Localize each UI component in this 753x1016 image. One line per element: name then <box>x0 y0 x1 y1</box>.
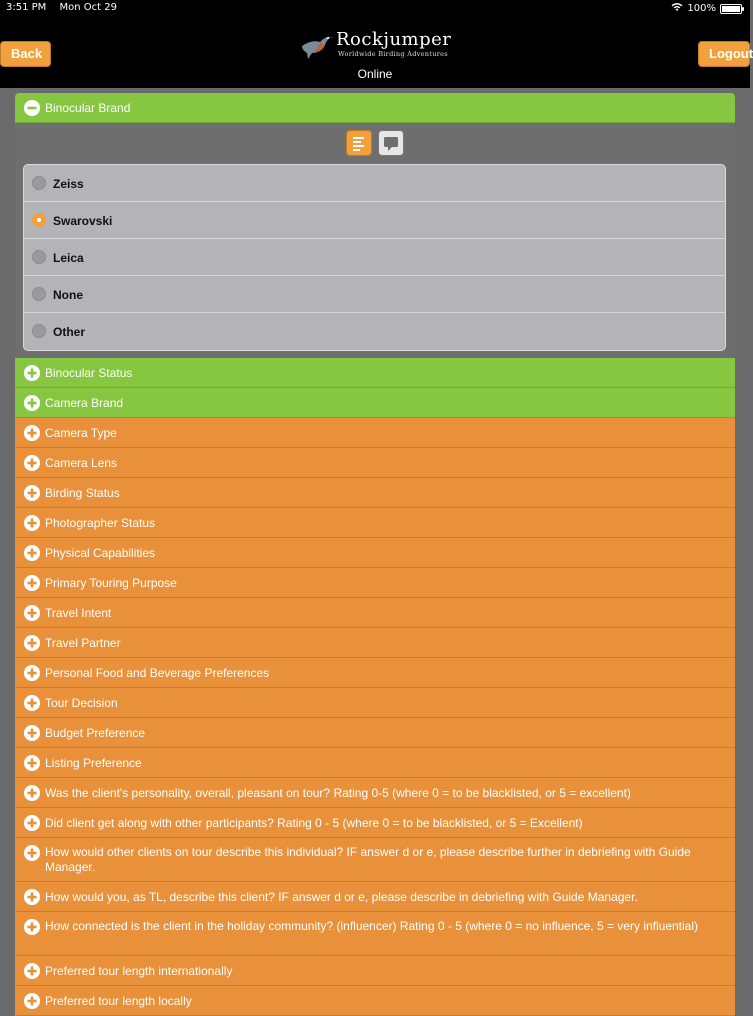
list-view-button[interactable] <box>346 130 372 156</box>
logout-button[interactable]: Logout <box>698 41 750 67</box>
section-title: Travel Intent <box>45 606 112 620</box>
section-title: Camera Type <box>45 426 117 440</box>
plus-circle-icon <box>24 845 40 861</box>
section-title: How would other clients on tour describe this individual? IF answer d or e, please describe further in debriefing with Guide Manager. <box>45 845 691 874</box>
back-button[interactable]: Back <box>0 41 51 67</box>
connection-status: Online <box>357 67 393 81</box>
plus-circle-icon <box>24 815 40 831</box>
plus-circle-icon <box>24 993 40 1009</box>
minus-circle-icon <box>24 100 40 116</box>
section-header-binocular-brand[interactable] <box>15 93 735 123</box>
questionnaire-accordion <box>15 93 735 1016</box>
radio-unselected-icon[interactable] <box>32 250 46 264</box>
section-header[interactable] <box>15 718 735 748</box>
section-header[interactable] <box>15 956 735 986</box>
plus-circle-icon <box>24 889 40 905</box>
brand-name: Rockjumper <box>336 29 452 50</box>
section-header[interactable] <box>15 912 735 956</box>
option-label: Other <box>53 325 86 339</box>
section-title: Did client get along with other participants? Rating 0 - 5 (where 0 = to be blacklisted, or 5 = Excellent) <box>45 816 583 830</box>
battery-percent: 100% <box>687 3 716 14</box>
section-header[interactable] <box>15 778 735 808</box>
section-header[interactable] <box>15 748 735 778</box>
section-title: Listing Preference <box>45 756 142 770</box>
section-panel <box>15 123 735 358</box>
option-label: Leica <box>53 251 84 265</box>
rockjumper-bird-icon <box>298 26 334 62</box>
status-date: Mon Oct 29 <box>59 2 117 13</box>
plus-circle-icon <box>24 425 40 441</box>
section-title: Preferred tour length internationally <box>45 964 233 978</box>
radio-unselected-icon[interactable] <box>32 324 46 338</box>
plus-circle-icon <box>24 919 40 935</box>
app-header <box>0 0 753 88</box>
radio-option[interactable] <box>24 313 725 350</box>
plus-circle-icon <box>24 575 40 591</box>
section-header[interactable] <box>15 358 735 388</box>
radio-unselected-icon[interactable] <box>32 287 46 301</box>
section-header[interactable] <box>15 388 735 418</box>
wifi-icon <box>671 2 683 15</box>
plus-circle-icon <box>24 785 40 801</box>
section-title: Personal Food and Beverage Preferences <box>45 666 270 680</box>
section-title: How would you, as TL, describe this client? IF answer d or e, please describe in debriefing with Guide Manager. <box>45 890 638 904</box>
section-header[interactable] <box>15 598 735 628</box>
radio-unselected-icon[interactable] <box>32 176 46 190</box>
plus-circle-icon <box>24 365 40 381</box>
plus-circle-icon <box>24 395 40 411</box>
option-label: Zeiss <box>53 177 84 191</box>
section-title: Was the client's personality, overall, pleasant on tour? Rating 0-5 (where 0 = to be blacklisted, or 5 = excellent) <box>45 786 631 800</box>
option-list <box>23 164 726 351</box>
section-title: Primary Touring Purpose <box>45 576 177 590</box>
status-time: 3:51 PM <box>6 2 47 13</box>
section-header[interactable] <box>15 808 735 838</box>
radio-selected-icon[interactable] <box>32 213 46 227</box>
section-header[interactable] <box>15 478 735 508</box>
battery-icon <box>720 4 742 14</box>
section-title: Binocular Status <box>45 366 133 380</box>
brand-logo <box>298 26 458 62</box>
section-title: Binocular Brand <box>45 101 131 115</box>
radio-option[interactable] <box>24 202 725 239</box>
section-title: Travel Partner <box>45 636 121 650</box>
section-title: Camera Brand <box>45 396 124 410</box>
plus-circle-icon <box>24 605 40 621</box>
section-title: Preferred tour length locally <box>45 994 192 1008</box>
radio-option[interactable] <box>24 276 725 313</box>
section-header[interactable] <box>15 538 735 568</box>
section-header[interactable] <box>15 882 735 912</box>
comment-view-button[interactable] <box>378 130 404 156</box>
plus-circle-icon <box>24 455 40 471</box>
radio-option[interactable] <box>24 239 725 276</box>
plus-circle-icon <box>24 665 40 681</box>
plus-circle-icon <box>24 963 40 979</box>
list-view-icon <box>347 131 371 155</box>
section-title: Photographer Status <box>45 516 156 530</box>
section-title: Tour Decision <box>45 696 118 710</box>
plus-circle-icon <box>24 515 40 531</box>
option-label: Swarovski <box>53 214 113 228</box>
comment-icon <box>379 131 403 155</box>
section-header[interactable] <box>15 838 735 882</box>
section-header[interactable] <box>15 508 735 538</box>
section-title: Budget Preference <box>45 726 146 740</box>
radio-option[interactable] <box>24 165 725 202</box>
plus-circle-icon <box>24 695 40 711</box>
section-title: How connected is the client in the holiday community? (influencer) Rating 0 - 5 (where 0 = no influence, 5 = very influential) <box>45 919 699 933</box>
section-header[interactable] <box>15 628 735 658</box>
plus-circle-icon <box>24 485 40 501</box>
section-header[interactable] <box>15 568 735 598</box>
status-bar <box>6 2 742 16</box>
view-toggle <box>346 130 402 156</box>
section-header[interactable] <box>15 688 735 718</box>
plus-circle-icon <box>24 755 40 771</box>
section-title: Physical Capabilities <box>45 546 156 560</box>
brand-tagline: Worldwide Birding Adventures <box>338 50 448 58</box>
section-title: Camera Lens <box>45 456 118 470</box>
section-header[interactable] <box>15 986 735 1016</box>
section-header[interactable] <box>15 448 735 478</box>
option-label: None <box>53 288 83 302</box>
section-title: Birding Status <box>45 486 120 500</box>
plus-circle-icon <box>24 725 40 741</box>
section-header[interactable] <box>15 658 735 688</box>
plus-circle-icon <box>24 545 40 561</box>
section-header[interactable] <box>15 418 735 448</box>
plus-circle-icon <box>24 635 40 651</box>
